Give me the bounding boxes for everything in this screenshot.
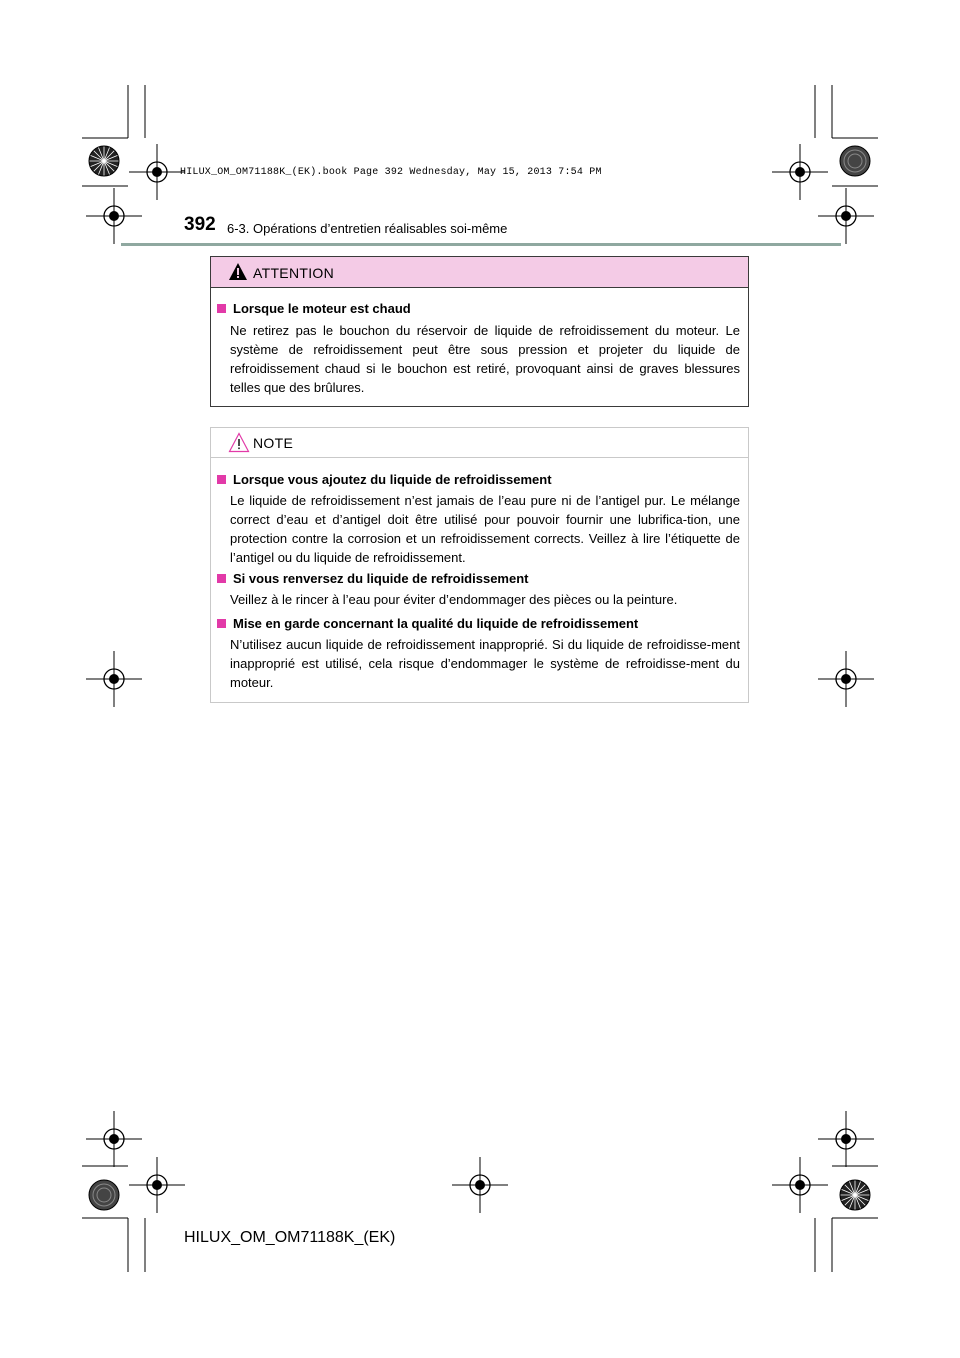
- page-number: 392: [184, 214, 216, 235]
- print-info: HILUX_OM_OM71188K_(EK).book Page 392 Wednesday, May 15, 2013 7:54 PM: [180, 167, 602, 178]
- note-item-body: Le liquide de refroidissement n’est jamais de l’eau pure ni de l’antigel pur. Le mélange correct d’eau et d’antigel doit être utilisé pour pouvoir fournir une lubrifica-tion, une protection contre la corrosion et un refroidissement corrects. Veillez à lire l’étiquette de l’antigel ou du liquide de refroidissement.: [230, 493, 740, 565]
- square-bullet-icon: [217, 574, 226, 583]
- note-item-heading: Mise en garde concernant la qualité du liquide de refroidissement: [217, 616, 638, 631]
- note-box: [210, 427, 749, 703]
- note-item-heading: Si vous renversez du liquide de refroidissement: [217, 571, 528, 586]
- attention-header: [211, 257, 748, 288]
- document-code: HILUX_OM_OM71188K_(EK): [184, 1229, 396, 1246]
- note-item-heading: Lorsque vous ajoutez du liquide de refroidissement: [217, 472, 552, 487]
- note-item-body: N’utilisez aucun liquide de refroidissement inapproprié. Si du liquide de refroidisse-ment inapproprié est utilisé, cela risque d’endommager le système de refroidisse-ment du moteur.: [230, 637, 740, 690]
- warning-triangle-icon: [228, 262, 248, 281]
- note-header: [211, 428, 748, 458]
- caution-outline-triangle-icon: [228, 432, 250, 453]
- header-rule: [121, 243, 841, 246]
- attention-box: [210, 256, 749, 407]
- attention-item-heading: Lorsque le moteur est chaud: [217, 301, 411, 316]
- square-bullet-icon: [217, 619, 226, 628]
- note-title: NOTE: [253, 435, 294, 451]
- square-bullet-icon: [217, 475, 226, 484]
- attention-title: ATTENTION: [253, 265, 334, 281]
- note-item-body: Veillez à le rincer à l’eau pour éviter d’endommager des pièces ou la peinture.: [230, 592, 678, 607]
- section-title: 6-3. Opérations d’entretien réalisables soi-même: [227, 221, 508, 236]
- attention-item-body: Ne retirez pas le bouchon du réservoir de liquide de refroidissement du moteur. Le système de refroidissement peut être sous pression et projeter du liquide de refroidissement chaud si le bouchon est retiré, provoquant ainsi de graves blessures telles que des brûlures.: [230, 323, 740, 395]
- square-bullet-icon: [217, 304, 226, 313]
